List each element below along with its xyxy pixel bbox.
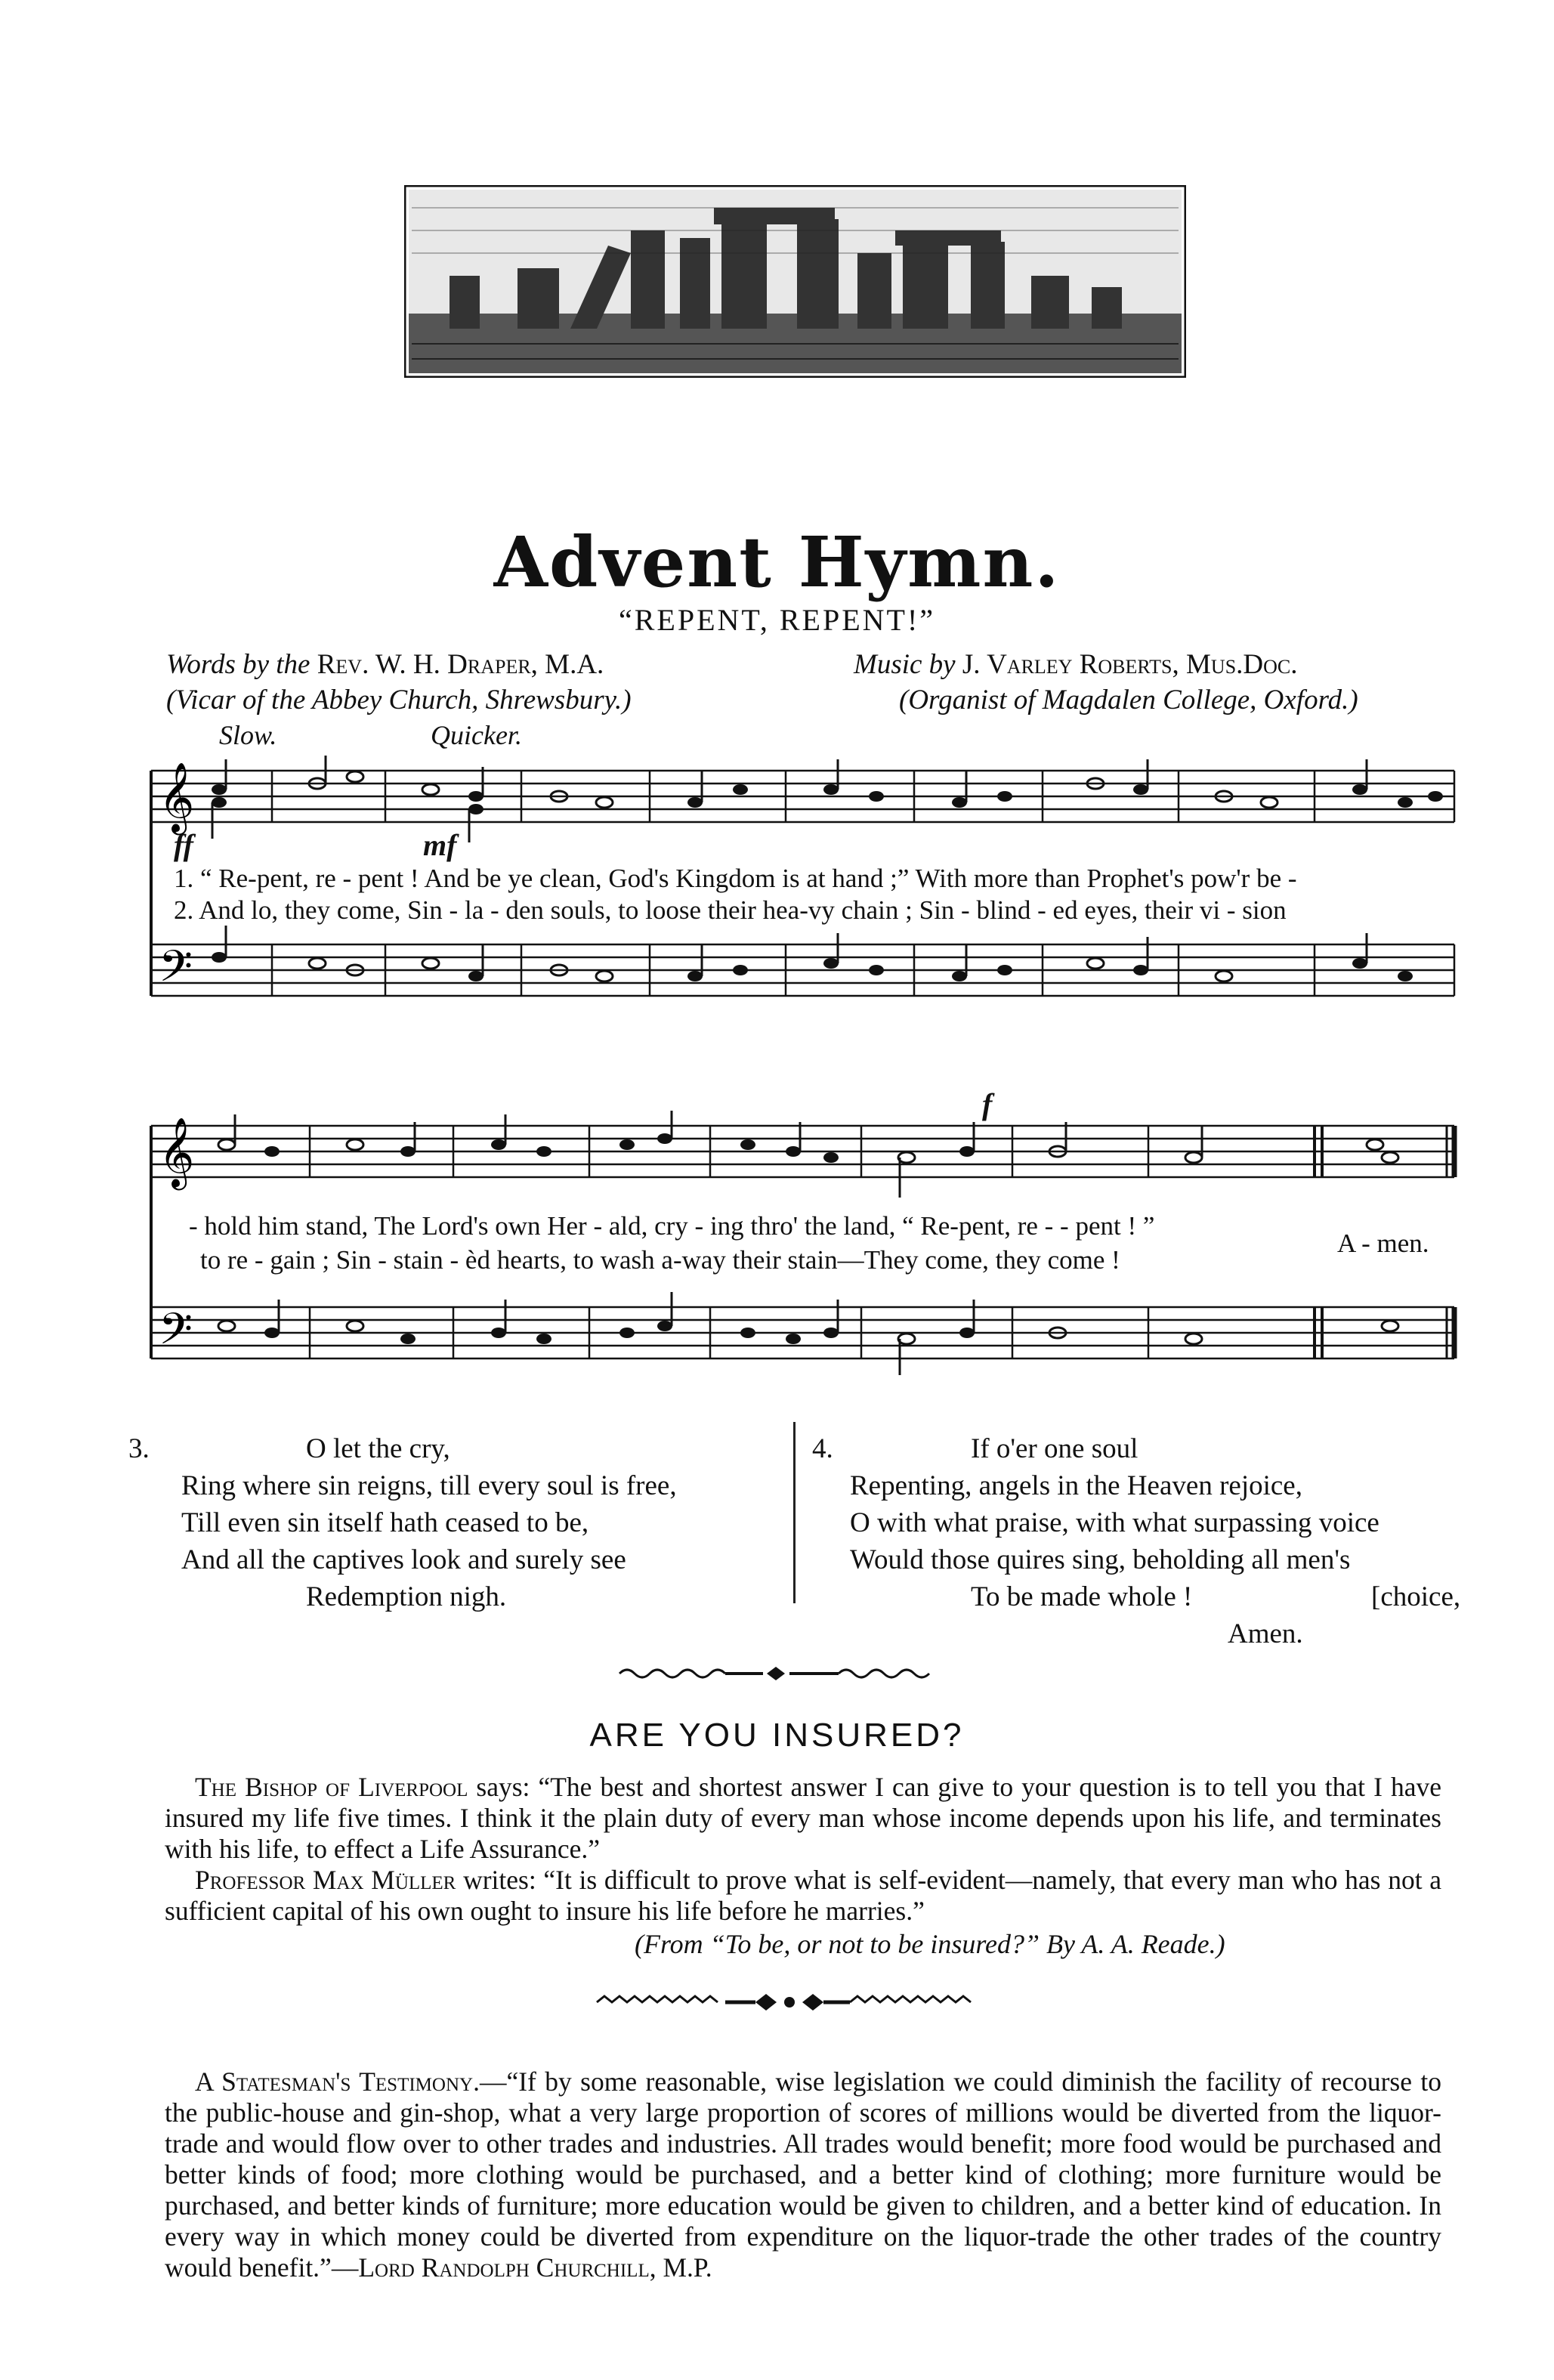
music-credit-name: J. Varley Roberts, Mus.Doc. [962,649,1298,680]
svg-text:𝄢: 𝄢 [159,1303,193,1365]
svg-text:𝄢: 𝄢 [159,941,193,1003]
verse-3-line-5: Redemption nigh. [306,1581,507,1612]
hymn-title: Advent Hymn. [493,521,1061,603]
verse-4-line-3: O with what praise, with what surpassing voice [850,1507,1379,1538]
dynamic-mf: mf [423,828,457,862]
verse-4-line-5: To be made whole ! [971,1581,1193,1612]
insured-source: (From “To be, or not to be insured?” By A. A. Reade.) [635,1929,1225,1959]
lyrics-line1-verse2: 2. And lo, they come, Sin - la - den souls, to loose their hea-vy chain ; Sin - blind - ed eyes, their vi - sion [174,895,1287,925]
statesman-paragraph [165,2066,1441,2283]
music-credit-prefix: Music by [854,649,956,680]
verse-3-line-1: O let the cry, [306,1433,450,1464]
verse-3 [128,1430,778,1619]
verse-3-line-4: And all the captives look and surely see [181,1544,626,1575]
muller-quote: writes: “It is difficult to prove what is self-evident—namely, that every man who has not a sufficient capital of his own ought to insure his life before he marries.” [165,1865,1442,1926]
statesman-quote: —“If by some reasonable, wise legislation we could diminish the facility of recourse to the public-house and gin-shop, what a very large proportion of scores of millions would be diverted from the liquor-trade and would flow over to other trades and industries. All trades would benefit; more food would be purchased and better kinds of food; more clothing would be purchased, and a better kind of clothing; more furniture would be purchased, and better kinds of furniture; more education would be given to children, and a better kind of education. In every way in which money could be diverted from expenditure on the liquor-trade the other trades of the country would benefit.”— [165,2066,1441,2283]
ornament-divider-2 [0,1987,1554,2017]
statesman-heading: A Statesman's Testimony. [195,2066,480,2097]
verse-4-number: 4. [812,1433,833,1464]
verse-3-line-2: Ring where sin reigns, till every soul is free, [181,1470,677,1501]
verse-4-amen: Amen. [1228,1618,1303,1649]
words-credit-name: Rev. W. H. Draper, M.A. [317,649,604,680]
words-credit [166,648,604,681]
svg-text:𝄞: 𝄞 [159,762,195,832]
stonehenge-banner-image [404,185,1186,378]
tempo-slow: Slow. [219,720,277,750]
lyrics-line2-verse1: - hold him stand, The Lord's own Her - ald, cry - ing thro' the land, “ Re-pent, re - - pent ! ” [189,1211,1155,1241]
verse-3-number: 3. [128,1433,150,1464]
dynamic-f: f [982,1087,993,1121]
lyrics-amen: A - men. [1337,1229,1429,1258]
insured-heading: ARE YOU INSURED? [589,1717,965,1754]
bishop-quote: says: “The best and shortest answer I can give to your question is to tell you that I have insured my life five times. I think it the plain duty of every man whose income depends upon his life, and terminates with his life, to effect a Life Assurance.” [165,1772,1441,1864]
verse-divider-line [793,1422,796,1603]
verse-4-line-1: If o'er one soul [971,1433,1138,1464]
verse-4-line-2: Repenting, angels in the Heaven rejoice, [850,1470,1302,1501]
muller-name: Professor Max Müller [195,1865,456,1895]
statesman-author: Lord Randolph Churchill, M.P. [358,2252,712,2283]
ornament-divider-1 [0,1662,1554,1685]
lyrics-line1-verse1: 1. “ Re-pent, re - pent ! And be ye clean, God's Kingdom is at hand ;” With more than Prophet's pow'r be - [174,864,1297,893]
muller-paragraph [165,1865,1441,1927]
svg-text:𝄞: 𝄞 [159,1117,195,1187]
music-credit-post: (Organist of Magdalen College, Oxford.) [899,685,1358,716]
words-credit-post: (Vicar of the Abbey Church, Shrewsbury.) [166,685,632,716]
bishop-name: The Bishop of Liverpool [195,1772,468,1802]
lyrics-line2-verse2: to re - gain ; Sin - stain - èd hearts, to wash a-way their stain—They come, they come ! [200,1245,1120,1275]
verse-4-bracket-word: [choice, [1371,1581,1461,1612]
verse-4-line-4: Would those quires sing, beholding all men's [850,1544,1351,1575]
words-credit-prefix: Words by the [166,649,310,680]
hymn-subtitle: “REPENT, REPENT!” [618,603,936,637]
dynamic-ff: ff [174,828,193,862]
verse-3-line-3: Till even sin itself hath ceased to be, [181,1507,589,1538]
music-credit [854,648,1298,681]
verse-4 [812,1430,1492,1657]
bishop-paragraph [165,1772,1441,1865]
tempo-quicker: Quicker. [431,720,522,750]
